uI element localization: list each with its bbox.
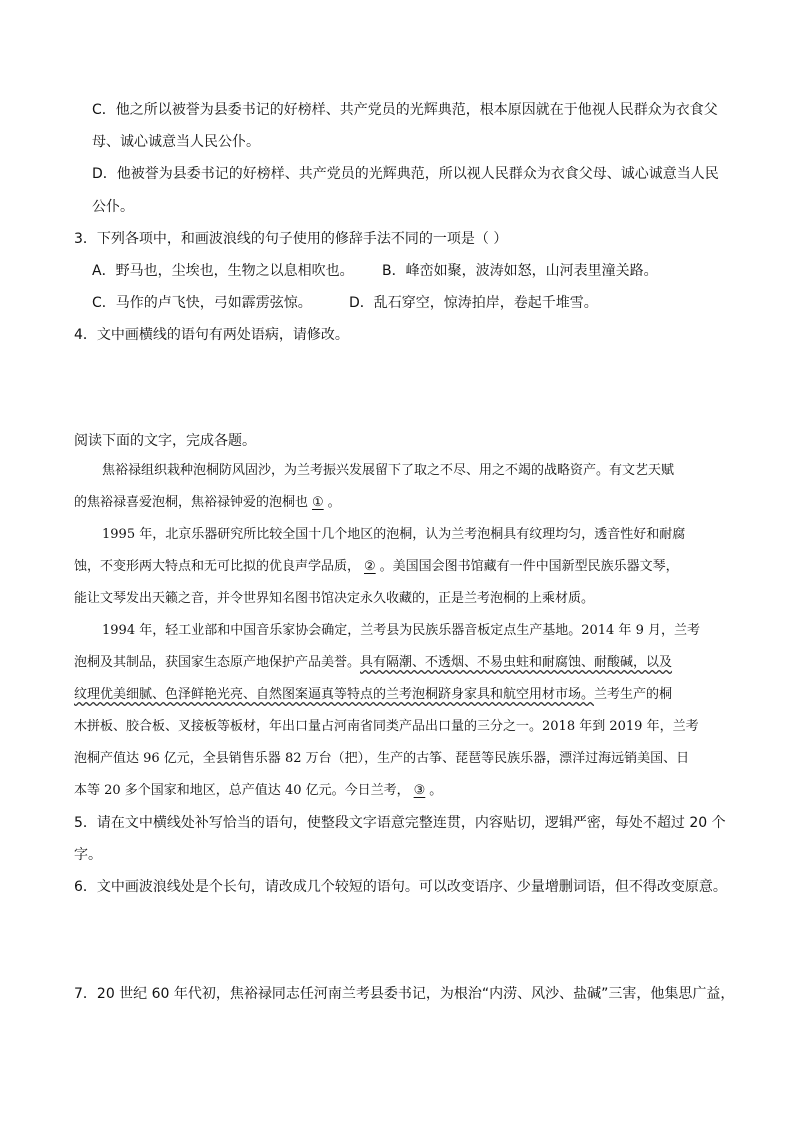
passage-p2-line2 bbox=[74, 557, 679, 577]
passage-p1-line2 bbox=[74, 493, 341, 513]
q7-stem: 7．20 世纪 60 年代初，焦裕禄同志任河南兰考县委书记，为根治“内涝、风沙、盐碱”三害，他集思广益， bbox=[74, 986, 735, 1002]
passage-p3-end: 。 bbox=[429, 783, 443, 798]
passage-p3-line5: 泡桐产值达 96 亿元，全县销售乐器 82 万台（把），生产的古筝、琵琶等民族乐器，漂洋过海远销美国、日 bbox=[74, 751, 690, 766]
blank-2: ② bbox=[364, 559, 376, 574]
passage-p3-text-b: 兰考生产的桐 bbox=[594, 687, 673, 702]
passage-p3-text-c: 本等 20 多个国家和地区，总产值达 40 亿元。今日兰考， bbox=[74, 783, 410, 798]
passage-intro: 阅读下面的文字，完成各题。 bbox=[74, 433, 256, 449]
passage-p3-line2 bbox=[74, 653, 672, 673]
passage-p2-text-a: 蚀，不变形两大特点和无可比拟的优良声学品质， bbox=[74, 559, 361, 574]
passage-p3-line1: 1994 年，轻工业部和中国音乐家协会确定，兰考县为民族乐器音板定点生产基地。2014 年 9 月，兰考 bbox=[102, 623, 700, 638]
blank-3: ③ bbox=[413, 783, 426, 798]
q3-option-d: D．乱石穿空，惊涛拍岸，卷起千堆雪。 bbox=[349, 295, 598, 311]
passage-p2-line1: 1995 年，北京乐器研究所比较全国十几个地区的泡桐，认为兰考泡桐具有纹理均匀，透音性好和耐腐 bbox=[102, 527, 686, 542]
passage-p3-text: 泡桐及其制品，获国家生态原产地保护产品美誉。 bbox=[74, 655, 361, 670]
passage-p1-end: 。 bbox=[327, 495, 341, 510]
q3-option-a: A．野马也，尘埃也，生物之以息相吹也。 bbox=[92, 263, 354, 279]
q6-stem: 6．文中画波浪线处是个长句，请改成几个较短的语句。可以改变语序、少量增删词语，但不得改变原意。 bbox=[74, 879, 727, 895]
passage-p1-line1: 焦裕禄组织栽种泡桐防风固沙，为兰考振兴发展留下了取之不尽、用之不竭的战略资产。有文艺天赋 bbox=[102, 463, 675, 478]
wavy-sentence-part2: 纹理优美细腻、色泽鲜艳光亮、自然图案逼真等特点的兰考泡桐跻身家具和航空用材市场。 bbox=[74, 687, 595, 702]
q2-option-c-line2: 母、诚心诚意当人民公仆。 bbox=[92, 134, 260, 150]
passage-p3-line3 bbox=[74, 685, 672, 705]
passage-p2-line3: 能让文琴发出天籁之音，并令世界知名图书馆决定永久收藏的，正是兰考泡桐的上乘材质。 bbox=[74, 591, 595, 606]
passage-p3-line6 bbox=[74, 781, 442, 801]
wavy-sentence-part1: 具有隔潮、不透烟、不易虫蛀和耐腐蚀、耐酸碱，以及 bbox=[360, 655, 673, 670]
q5-stem-line1: 5．请在文中横线处补写恰当的语句，使整段文字语意完整连贯，内容贴切，逻辑严密，每处不超过 20 个 bbox=[74, 815, 726, 831]
passage-p1-text: 的焦裕禄喜爱泡桐，焦裕禄钟爱的泡桐也 bbox=[74, 495, 309, 510]
q2-option-d-line1: D．他被誉为县委书记的好榜样、共产党员的光辉典范，所以视人民群众为衣食父母、诚心诚意当人民 bbox=[92, 166, 719, 182]
passage-p3-line4: 木拼板、胶合板、叉接板等板材，年出口量占河南省同类产品出口量的三分之一。2018 年到 2019 年，兰考 bbox=[74, 719, 699, 734]
q4-stem: 4．文中画横线的语句有两处语病，请修改。 bbox=[74, 327, 349, 343]
passage-p2-text-b: 。美国国会图书馆藏有一件中国新型民族乐器文琴， bbox=[379, 559, 679, 574]
q3-option-c: C．马作的卢飞快，弓如霹雳弦惊。 bbox=[92, 295, 312, 311]
blank-1: ① bbox=[312, 495, 324, 510]
q3-option-b: B．峰峦如聚，波涛如怒，山河表里潼关路。 bbox=[382, 263, 658, 279]
q2-option-d-line2: 公仆。 bbox=[92, 199, 134, 215]
q2-option-c-line1: C．他之所以被誉为县委书记的好榜样、共产党员的光辉典范，根本原因就在于他视人民群众为衣食父 bbox=[92, 102, 718, 118]
q3-stem: 3．下列各项中，和画波浪线的句子使用的修辞手法不同的一项是（ ） bbox=[74, 231, 508, 247]
q5-stem-line2: 字。 bbox=[74, 847, 102, 863]
